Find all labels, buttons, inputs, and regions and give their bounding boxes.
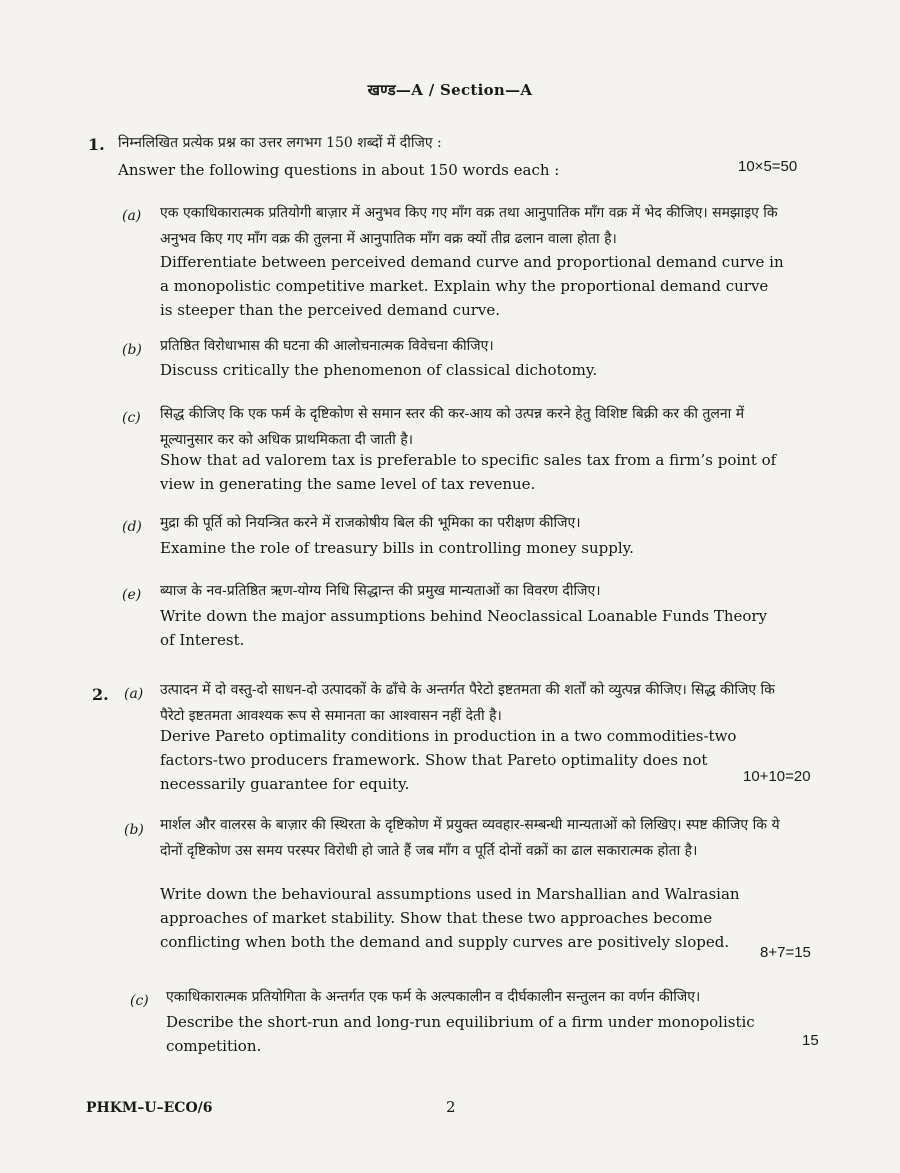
q1-part-e-label: (e) <box>122 587 142 603</box>
question-1-number: 1. <box>88 135 105 154</box>
q2-part-c-marks: 15 <box>802 1032 819 1049</box>
q1-part-d-english: Examine the role of treasury bills in controlling money supply. <box>160 539 634 557</box>
q2-part-a-english: Derive Pareto optimality conditions in production in a two commodities-two factors-two producers framework. Show that Pareto optimality does not necessarily guarantee for equity. <box>160 727 737 793</box>
q1-part-d-hindi: मुद्रा की पूर्ति को नियन्त्रित करने में राजकोषीय बिल की भूमिका का परीक्षण कीजिए। <box>160 515 581 531</box>
q1-part-a-hindi: एक एकाधिकारात्मक प्रतियोगी बाज़ार में अनुभव किए गए माँग वक्र तथा आनुपातिक माँग वक्र में भेद कीजिए। समझाइए कि अनुभव किए गए माँग वक्र की तुलना में आनुपातिक माँग वक्र क्यों तीव्र ढलान वाला होता है। <box>160 205 778 247</box>
q2-part-a-hindi: उत्पादन में दो वस्तु-दो साधन-दो उत्पादकों के ढाँचे के अन्तर्गत पैरेटो इष्टतमता की शर्तों को व्युत्पन्न कीजिए। सिद्ध कीजिए कि पैरेटो इष्टतमता आवश्यक रूप से समानता का आश्वासन नहीं देती है। <box>160 682 775 724</box>
q2-part-c-english: Describe the short-run and long-run equilibrium of a firm under monopolistic competition. <box>166 1013 755 1055</box>
q2-part-c-label: (c) <box>130 993 149 1009</box>
paper-code: PHKM–U–ECO/6 <box>86 1100 213 1116</box>
q2-part-b-marks: 8+7=15 <box>760 944 811 961</box>
q1-part-b-label: (b) <box>122 342 142 358</box>
q2-part-b-label: (b) <box>124 822 144 838</box>
q1-part-a-label: (a) <box>122 208 142 224</box>
q1-part-c-hindi: सिद्ध कीजिए कि एक फर्म के दृष्टिकोण से समान स्तर की कर-आय को उत्पन्न करने हेतु विशिष्ट बिक्री कर की तुलना में मूल्यानुसार कर को अधिक प्राथमिकता दी जाती है। <box>160 406 745 448</box>
q1-part-e-hindi: ब्याज के नव-प्रतिष्ठित ऋण-योग्य निधि सिद्धान्त की प्रमुख मान्यताओं का विवरण दीजिए। <box>160 583 601 599</box>
q2-part-b-english: Write down the behavioural assumptions used in Marshallian and Walrasian approaches of market stability. Show that these two approaches become conflicting when both the demand and supply curves are positively sloped. <box>160 885 740 951</box>
q1-part-b-english: Discuss critically the phenomenon of classical dichotomy. <box>160 361 598 379</box>
q1-part-c-english: Show that ad valorem tax is preferable to specific sales tax from a firm’s point of view in generating the same level of tax revenue. <box>160 451 777 493</box>
question-2-number: 2. <box>92 685 109 704</box>
section-title: खण्ड—A / Section—A <box>367 81 533 99</box>
q1-part-b-hindi: प्रतिष्ठित विरोधाभास की घटना की आलोचनात्मक विवेचना कीजिए। <box>160 338 494 354</box>
q1-part-c-label: (c) <box>122 410 141 426</box>
q1-part-e-english: Write down the major assumptions behind Neoclassical Loanable Funds Theory of Interest. <box>160 607 768 649</box>
question-1-marks: 10×5=50 <box>738 158 798 175</box>
q2-part-a-marks: 10+10=20 <box>743 768 811 785</box>
question-1-instruction-hindi: निम्नलिखित प्रत्येक प्रश्न का उत्तर लगभग 150 शब्दों में दीजिए : <box>118 135 442 151</box>
q1-part-a-english: Differentiate between perceived demand curve and proportional demand curve in a monopolistic competitive market. Explain why the proportional demand curve is steeper than the perceived demand curve. <box>160 253 784 319</box>
q1-part-d-label: (d) <box>122 519 142 535</box>
page-number: 2 <box>446 1098 456 1116</box>
question-1-instruction-english: Answer the following questions in about 150 words each : <box>118 161 560 179</box>
q2-part-c-hindi: एकाधिकारात्मक प्रतियोगिता के अन्तर्गत एक फर्म के अल्पकालीन व दीर्घकालीन सन्तुलन का वर्णन कीजिए। <box>166 989 701 1005</box>
q2-part-a-label: (a) <box>124 686 144 702</box>
q2-part-b-hindi: मार्शल और वालरस के बाज़ार की स्थिरता के दृष्टिकोण में प्रयुक्त व्यवहार-सम्बन्धी मान्यताओं को लिखिए। स्पष्ट कीजिए कि ये दोनों दृष्टिकोण उस समय परस्पर विरोधी हो जाते हैं जब माँग व पूर्ति दोनों वक्रों का ढाल सकारात्मक होता है। <box>160 817 780 859</box>
